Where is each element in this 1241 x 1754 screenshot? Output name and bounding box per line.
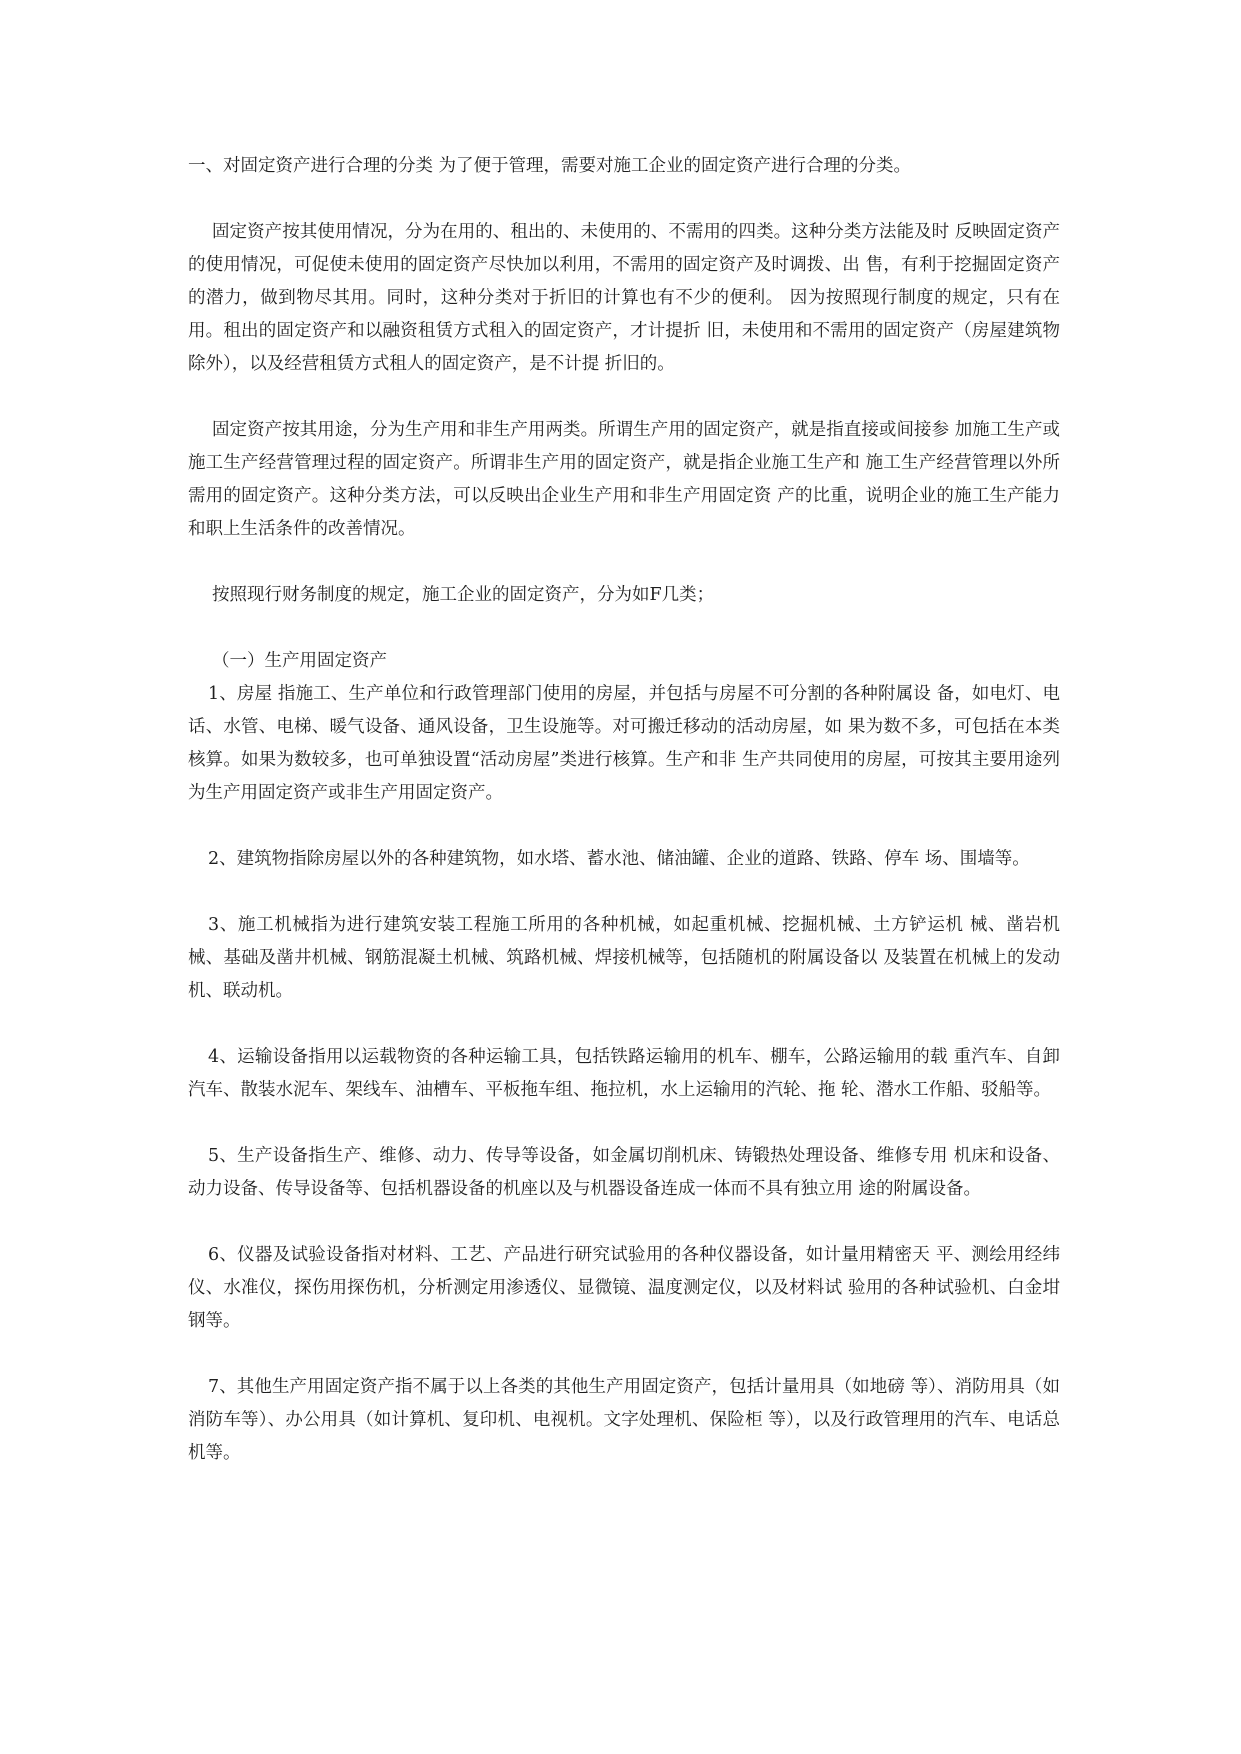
paragraph-spacer bbox=[188, 183, 1060, 216]
document-body bbox=[188, 150, 1060, 1470]
paragraph-spacer bbox=[188, 1008, 1060, 1041]
paragraph-spacer bbox=[188, 1107, 1060, 1140]
paragraph-spacer bbox=[188, 612, 1060, 645]
paragraph-spacer bbox=[188, 876, 1060, 909]
list-item-transport-equipment: 4、运输设备指用以运载物资的各种运输工具，包括铁路运输用的机车、棚车，公路运输用的载 重汽车、自卸汽车、散装水泥车、架线车、油槽车、平板拖车组、拖拉机，水上运输用的汽轮、拖 轮、潜水工作船、驳船等。 bbox=[188, 1047, 1060, 1100]
list-item-instruments: 6、仪器及试验设备指对材料、工艺、产品进行研究试验用的各种仪器设备，如计量用精密天 平、测绘用经纬仪、水准仪，探伤用探伤机，分析测定用渗透仪、显微镜、温度测定仪，以及材料试 验用的各种试验机、白金坩钢等。 bbox=[188, 1245, 1060, 1331]
list-item-construction-machinery: 3、施工机械指为进行建筑安装工程施工所用的各种机械，如起重机械、挖掘机械、土方铲运机 械、凿岩机械、基础及凿井机械、钢筋混凝土机械、筑路机械、焊接机械等，包括随机的附属设备以 及装置在机械上的发动机、联动机。 bbox=[188, 915, 1060, 1001]
paragraph-spacer bbox=[188, 546, 1060, 579]
paragraph-categories-intro: 按照现行财务制度的规定，施工企业的固定资产，分为如F几类； bbox=[212, 585, 715, 605]
section-heading: 一、对固定资产进行合理的分类 为了便于管理，需要对施工企业的固定资产进行合理的分类。 bbox=[188, 156, 912, 176]
list-item-production-equipment: 5、生产设备指生产、维修、动力、传导等设备，如金属切削机床、铸锻热处理设备、维修专用 机床和设备、动力设备、传导设备等、包括机器设备的机座以及与机器设备连成一体而不具有独立用 途的附属设备。 bbox=[188, 1146, 1060, 1199]
paragraph-spacer bbox=[188, 1338, 1060, 1371]
list-item-other-assets: 7、其他生产用固定资产指不属于以上各类的其他生产用固定资产，包括计量用具（如地磅 等）、消防用具（如消防车等）、办公用具（如计算机、复印机、电视机。文字处理机、保险柜 等），以及行政管理用的汽车、电话总机等。 bbox=[188, 1377, 1060, 1463]
list-item-buildings: 2、建筑物指除房屋以外的各种建筑物，如水塔、蓄水池、储油罐、企业的道路、铁路、停车 场、围墙等。 bbox=[208, 849, 1030, 869]
paragraph-spacer bbox=[188, 381, 1060, 414]
subsection-heading: （一）生产用固定资产 bbox=[212, 651, 387, 671]
list-item-houses: 1、房屋 指施工、生产单位和行政管理部门使用的房屋，并包括与房屋不可分割的各种附属设 备，如电灯、电话、水管、电梯、暖气设备、通风设备，卫生设施等。对可搬迁移动的活动房屋，如 果为数不多，可包括在本类核算。如果为数较多，也可单独设置“活动房屋”类进行核算。生产和非 生产共同使用的房屋，可按其主要用途列为生产用固定资产或非生产用固定资产。 bbox=[188, 684, 1060, 803]
paragraph-usage-classification: 固定资产按其使用情况，分为在用的、租出的、未使用的、不需用的四类。这种分类方法能及时 反映固定资产的使用情况，可促使未使用的固定资产尽快加以利用，不需用的固定资产及时调拨、出 售，有利于挖掘固定资产的潜力，做到物尽其用。同时，这种分类对于折旧的计算也有不少的便利。 因为按照现行制度的规定，只有在用。租出的固定资产和以融资租赁方式租入的固定资产，才计提折 旧，未使用和不需用的固定资产（房屋建筑物除外），以及经营租赁方式租人的固定资产，是不计提 折旧的。 bbox=[188, 222, 1060, 374]
paragraph-purpose-classification: 固定资产按其用途，分为生产用和非生产用两类。所谓生产用的固定资产，就是指直接或间接参 加施工生产或施工生产经营管理过程的固定资产。所谓非生产用的固定资产，就是指企业施工生产和 施工生产经营管理以外所需用的固定资产。这种分类方法，可以反映出企业生产用和非生产用固定资 产的比重，说明企业的施工生产能力和职上生活条件的改善情况。 bbox=[188, 420, 1060, 539]
paragraph-spacer bbox=[188, 810, 1060, 843]
paragraph-spacer bbox=[188, 1206, 1060, 1239]
